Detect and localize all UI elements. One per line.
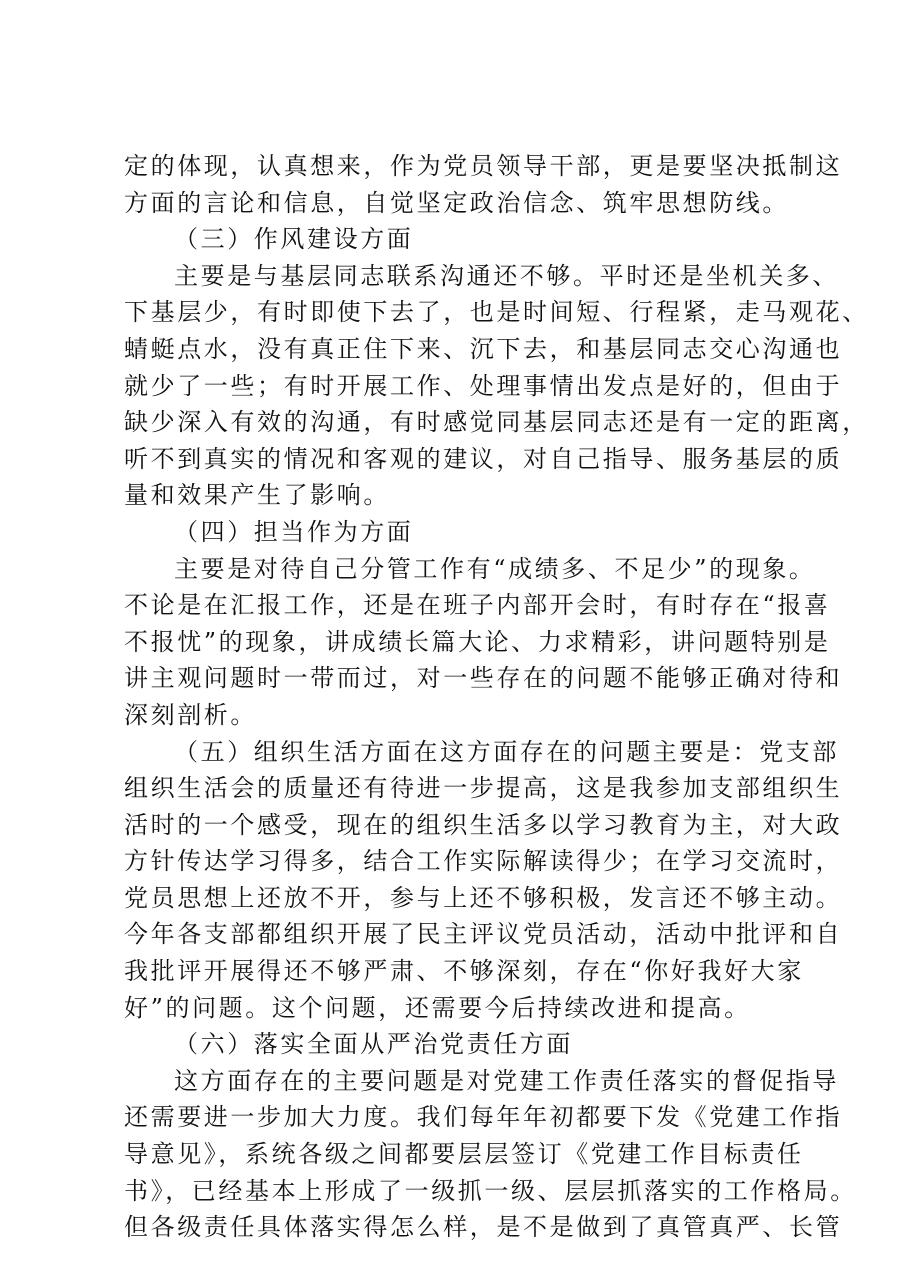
text-line: 党员思想上还放不开，参与上还不够积极，发言还不够主动。 [124,883,843,912]
text-line: 讲主观问题时一带而过，对一些存在的问题不能够正确对待和 [124,664,843,693]
text-line: 组织生活会的质量还有待进一步提高，这是我参加支部组织生 [124,774,843,803]
text-line: （六）落实全面从严治党责任方面 [174,1030,573,1059]
text-line: 量和效果产生了影响。 [124,481,390,510]
text-line: 听不到真实的情况和客观的建议，对自己指导、服务基层的质 [124,444,843,473]
text-line: （三）作风建设方面 [174,225,414,254]
text-line: 下基层少，有时即使下去了，也是时间短、行程紧，走马观花、 [124,298,869,327]
text-line: 活时的一个感受，现在的组织生活多以学习教育为主，对大政 [124,810,843,839]
text-line: 导意见》，系统各级之间都要层层签订《党建工作目标责任 [124,1140,804,1169]
text-line: 我批评开展得还不够严肃、不够深刻，存在“你好我好大家 [124,957,804,986]
text-line: 方面的言论和信息，自觉坚定政治信念、筑牢思想防线。 [124,188,789,217]
document-page [124,148,869,1246]
text-line: 不论是在汇报工作，还是在班子内部开会时，有时存在“报喜 [124,591,831,620]
text-line: 缺少深入有效的沟通，有时感觉同基层同志还是有一定的距离， [124,408,869,437]
text-line: 还需要进一步加大力度。我们每年年初都要下发《党建工作指 [124,1103,843,1132]
text-line: 主要是对待自己分管工作有“成绩多、不足少”的现象。 [174,554,816,583]
text-line: （五）组织生活方面在这方面存在的问题主要是：党支部 [174,737,839,766]
text-line: 书》，已经基本上形成了一级抓一级、层层抓落实的工作格局。 [124,1176,857,1205]
text-line: 主要是与基层同志联系沟通还不够。平时还是坐机关多、 [174,261,839,290]
text-line: 不报忧”的现象，讲成绩长篇大论、力求精彩，讲问题特别是 [124,627,831,656]
text-line: （四）担当作为方面 [174,517,414,546]
text-line: 今年各支部都组织开展了民主评议党员活动，活动中批评和自 [124,920,843,949]
text-line: 定的体现，认真想来，作为党员领导干部，更是要坚决抵制这 [124,152,843,180]
text-line: 方针传达学习得多，结合工作实际解读得少；在学习交流时， [124,847,843,876]
text-line: 但各级责任具体落实得怎么样，是不是做到了真管真严、长管 [124,1213,843,1242]
text-line: 好”的问题。这个问题，还需要今后持续改进和提高。 [124,993,751,1022]
text-line: 这方面存在的主要问题是对党建工作责任落实的督促指导 [174,1066,839,1095]
text-line: 就少了一些；有时开展工作、处理事情出发点是好的，但由于 [124,371,843,400]
text-line: 蜻蜓点水，没有真正住下来、沉下去，和基层同志交心沟通也 [124,334,843,363]
text-line: 深刻剖析。 [124,700,257,729]
